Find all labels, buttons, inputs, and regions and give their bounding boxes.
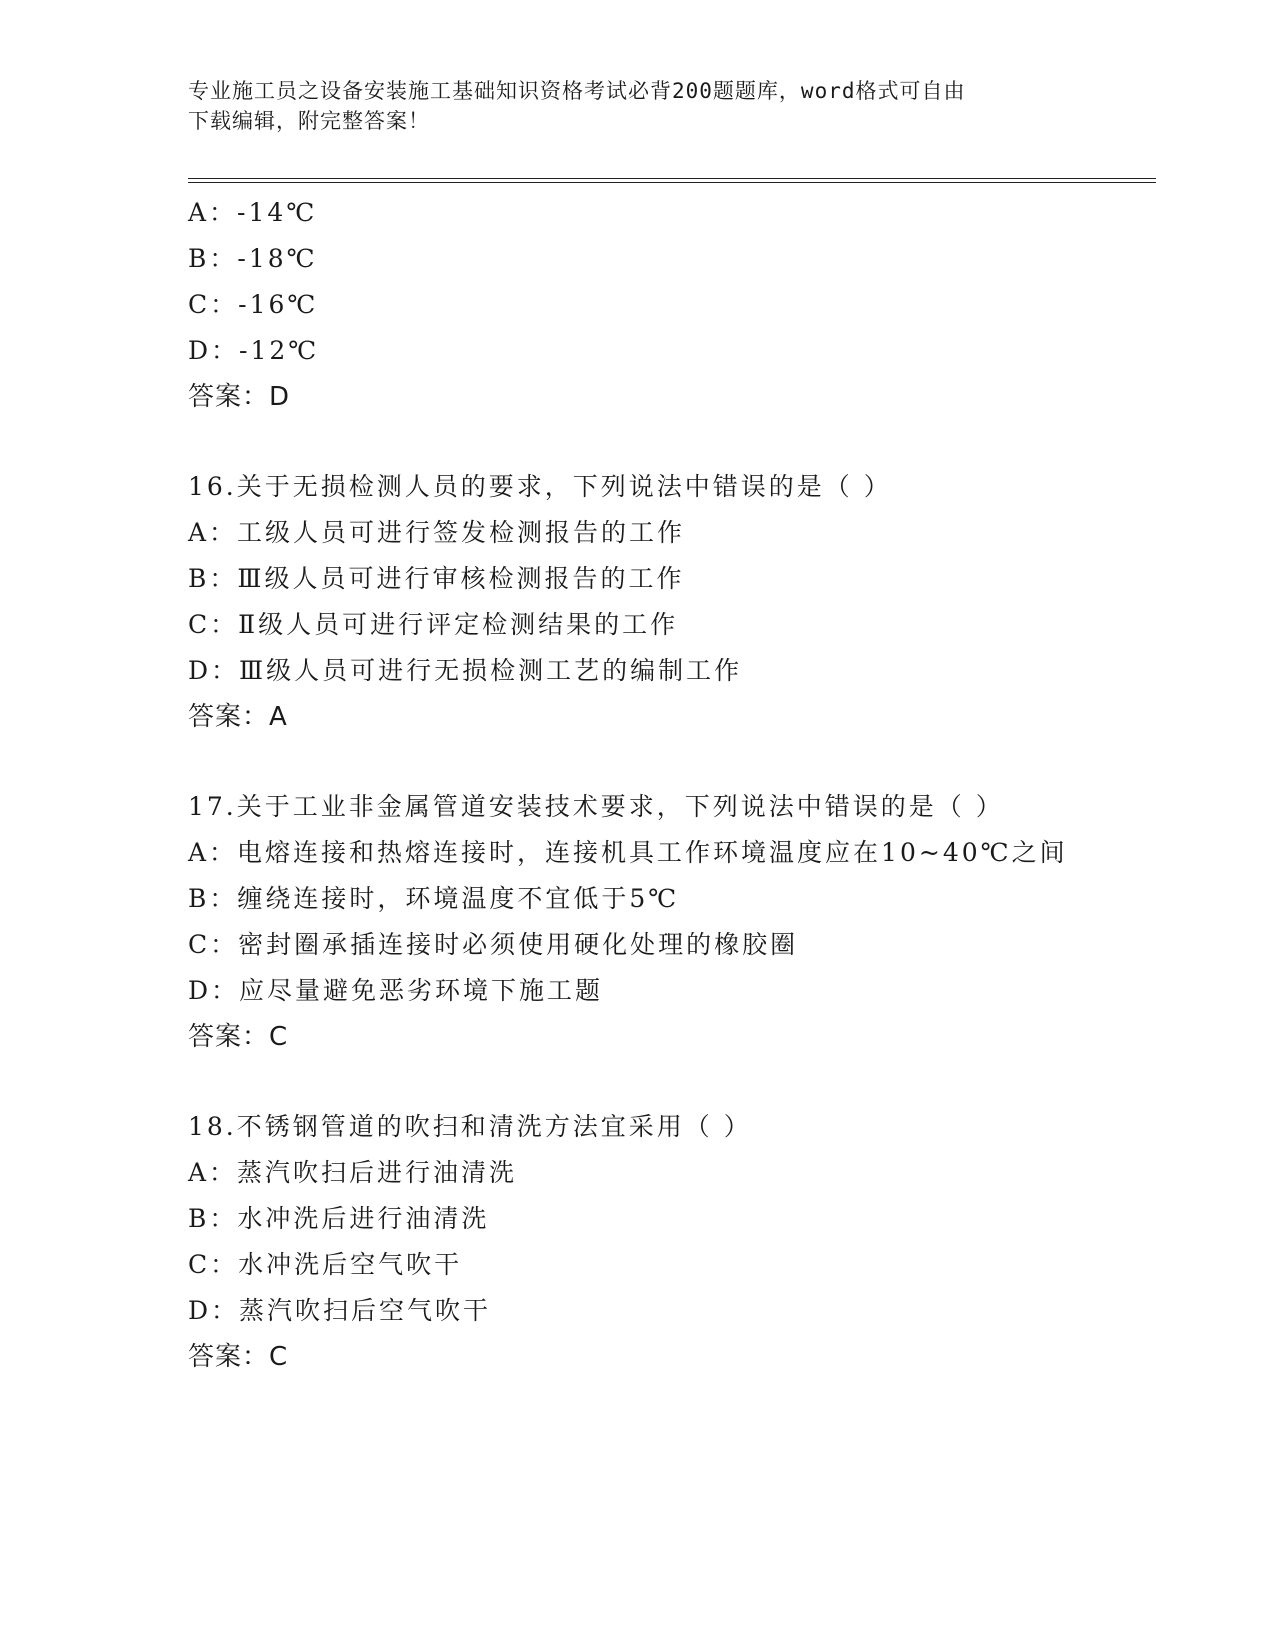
question-text: 18.不锈钢管道的吹扫和清洗方法宜采用（ ） [188,1112,752,1141]
question-18-block [188,1104,1148,1380]
option-b: B：-18℃ [188,244,318,273]
option-d: D：-12℃ [188,336,320,365]
option-a: A：-14℃ [188,198,318,227]
option-b: B：水冲洗后进行油清洗 [188,1204,490,1233]
option-d: D：应尽量避免恶劣环境下施工题 [188,976,604,1005]
question-text: 17.关于工业非金属管道安装技术要求，下列说法中错误的是（ ） [188,792,1004,821]
answer: 答案：D [188,382,291,412]
option-b: B：缠绕连接时，环境温度不宜低于5℃ [188,884,680,913]
option-c: C：密封圈承插连接时必须使用硬化处理的橡胶圈 [188,930,799,959]
option-d: D：Ⅲ级人员可进行无损检测工艺的编制工作 [188,656,743,685]
option-c: C：水冲洗后空气吹干 [188,1250,463,1279]
answer: 答案：A [188,702,288,732]
answer: 答案：C [188,1022,289,1052]
header-divider-thick [188,182,1156,183]
option-c: C：Ⅱ级人员可进行评定检测结果的工作 [188,610,679,639]
question-17-block [188,784,1148,1060]
question-list [188,190,1148,1380]
option-c: C：-16℃ [188,290,319,319]
answer: 答案：C [188,1342,289,1372]
header-divider-thin [188,178,1156,179]
option-b: B：Ⅲ级人员可进行审核检测报告的工作 [188,564,685,593]
question-15-block [188,190,1148,420]
option-a: A：工级人员可进行签发检测报告的工作 [188,518,686,547]
question-16-block [188,464,1148,740]
option-a: A：电熔连接和热熔连接时，连接机具工作环境温度应在10~40℃之间 [188,838,1068,867]
header-line-1: 专业施工员之设备安装施工基础知识资格考试必背200题题库，word格式可自由 [188,79,966,103]
header-line-2: 下载编辑，附完整答案！ [188,109,430,133]
document-header [188,76,1088,136]
option-d: D：蒸汽吹扫后空气吹干 [188,1296,492,1325]
question-text: 16.关于无损检测人员的要求，下列说法中错误的是（ ） [188,472,892,501]
option-a: A：蒸汽吹扫后进行油清洗 [188,1158,518,1187]
